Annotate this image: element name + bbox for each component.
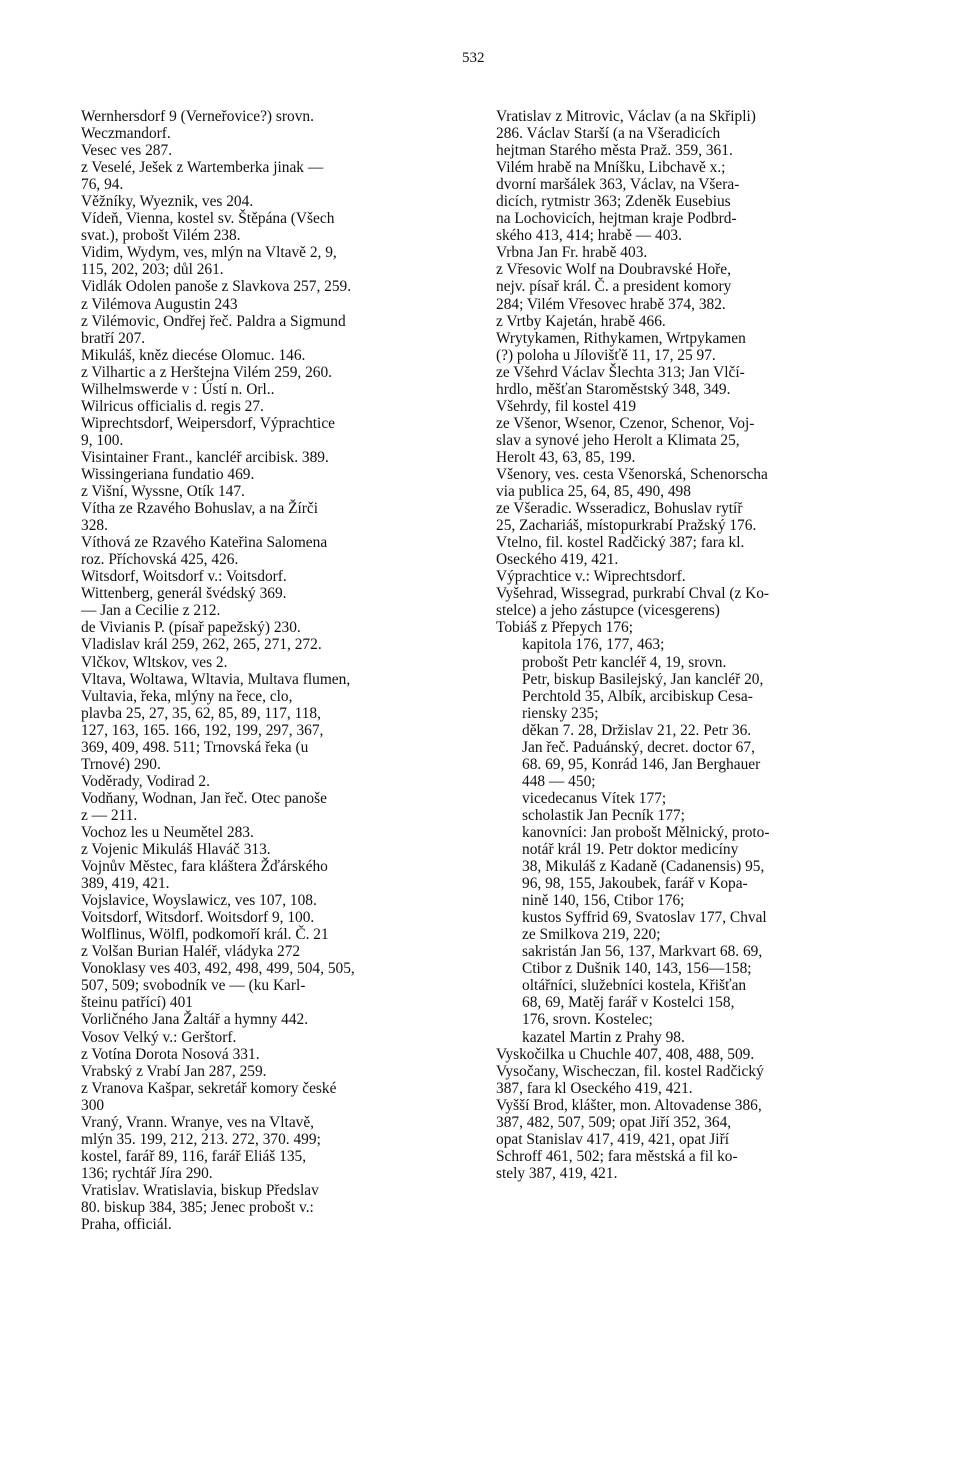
index-entry [496,568,888,585]
index-entry-line: Vonoklasy ves 403, 492, 498, 499, 504, 505, [81,960,355,978]
index-entry [496,415,888,466]
index-entry-line: Perchtold 35, Albík, arcibiskup Cesa- [522,687,753,705]
index-entry [496,1097,888,1182]
index-entry-line: z Veselé, Ješek z Wartemberka jinak — [81,159,324,177]
index-entry [81,500,461,534]
index-entry-line: opat Stanislav 417, 419, 421, opat Jiří [496,1130,729,1148]
index-entry-line: stelce) a jeho zástupce (vicesgerens) [496,602,720,620]
index-subentry [496,1029,888,1046]
index-entry-line: kapitola 176, 177, 463; [522,636,665,654]
index-entry-line: Oseckého 419, 421. [496,551,619,569]
index-entry-line: Vtelno, fil. kostel Radčický 387; fara kl. [496,534,745,552]
index-entry-line: Wrytykamen, Rithykamen, Wrtpykamen [496,329,746,347]
index-entry-line: 38, Mikuláš z Kadaně (Cadanensis) 95, [522,858,765,876]
index-entry-line: Vochoz les u Neumětel 283. [81,823,254,841]
index-entry [81,585,461,602]
index-entry-line: 136; rychtář Jíra 290. [81,1164,213,1182]
index-entry-line: 96, 98, 155, Jakoubek, farář v Kopa- [522,875,748,893]
index-entry-line: Vyskočilka u Chuchle 407, 408, 488, 509. [496,1045,755,1063]
index-entry-line: 76, 94. [81,176,124,194]
index-entry [81,159,461,193]
index-entry-line: z Vřesovic Wolf na Doubravské Hoře, [496,261,731,279]
index-entry-line: 176, srovn. Kostelec; [522,1011,653,1029]
index-entry [496,500,888,534]
index-entry-line: z Vojenic Mikuláš Hlaváč 313. [81,841,271,859]
index-entry [81,943,461,960]
index-entry [496,364,888,398]
index-entry-line: Všenory, ves. cesta Všenorská, Schenorscha [496,465,768,483]
index-entry-line: z Vranova Kašpar, sekretář komory české [81,1079,337,1097]
index-subentry [496,824,888,943]
index-entry-line: z Vilémova Augustin 243 [81,295,238,313]
index-subentry [496,807,888,824]
index-entry-line: de Vivianis P. (písař papežský) 230. [81,619,301,637]
index-entry-line: Vrbna Jan Fr. hrabě 403. [496,244,648,262]
index-entry [81,909,461,926]
index-entry-line: kazatel Martin z Prahy 98. [522,1028,685,1046]
index-entry-line: Jan řeč. Paduánský, decret. doctor 67, [522,738,755,756]
index-entry-line: 25, Zachariáš, místopurkrabí Pražský 176. [496,517,757,535]
index-entry-line: Mikuláš, kněz diecése Olomuc. 146. [81,346,306,364]
index-entry [496,534,888,568]
index-entry-line: 284; Vilém Vřesovec hrabě 374, 382. [496,295,726,313]
index-entry-line: nejv. písař král. Č. a president komory [496,278,732,296]
index-entry-line: Vosov Velký v.: Gerštorf. [81,1028,237,1046]
index-entry-line: kustos Syffrid 69, Svatoslav 177, Chval [522,909,767,927]
index-entry [81,296,461,313]
index-entry-line: via publica 25, 64, 85, 490, 498 [496,483,691,501]
index-entry-line: Vlčkov, Wltskov, ves 2. [81,653,228,671]
index-entry-line: 9, 100. [81,431,124,449]
index-entry-line: Voitsdorf, Witsdorf. Woitsdorf 9, 100. [81,909,315,927]
index-entry-line: z Vilémovic, Ondřej řeč. Paldra a Sigmund [81,312,346,330]
index-subentry [496,943,888,977]
index-entry [496,313,888,330]
index-entry [81,193,461,210]
index-entry-line: Vyšehrad, Wissegrad, purkrabí Chval (z Ko- [496,585,770,603]
index-entry [81,1063,461,1080]
index-entry [81,347,461,364]
index-entry-line: Vojnův Městec, fara kláštera Žďárského [81,858,328,876]
right-column [496,108,888,1182]
index-entry-line: Wissingeriana fundatio 469. [81,465,255,483]
index-entry-line: 127, 163, 165. 166, 192, 199, 297, 367, [81,721,324,739]
index-entry [496,108,888,244]
index-entry [81,636,461,653]
index-entry [81,244,461,278]
index-entry-line: nině 140, 156, Ctibor 176; [522,892,685,910]
index-entry-line: kostel, farář 89, 116, farář Eliáš 135, [81,1147,307,1165]
index-subentry [496,654,888,722]
index-entry-line: Vesec ves 287. [81,142,173,160]
index-entry-line: Vraný, Vrann. Wranye, ves na Vltavě, [81,1113,315,1131]
index-entry-line: Vorličného Jana Žaltář a hymny 442. [81,1011,309,1029]
index-entry-line: — Jan a Cecilie z 212. [81,602,221,620]
index-entry-line: Vodňany, Wodnan, Jan řeč. Otec panoše [81,789,327,807]
index-subentry [496,636,888,653]
index-entry-line: dicích, rytmistr 363; Zdeněk Eusebius [496,193,731,211]
index-entry-line: svat.), probošt Vilém 238. [81,227,241,245]
index-entry-line: 387, 482, 507, 509; opat Jiří 352, 364, [496,1113,732,1131]
index-entry-line: Vítha ze Rzavého Bohuslav, a na Žírči [81,500,319,518]
index-entry-line: Wolflinus, Wölfl, podkomoří král. Č. 21 [81,926,329,944]
index-entry-line: oltářníci, služebníci kostela, Křišťan [522,977,747,995]
index-entry [81,1182,461,1233]
index-entry-line: Víthová ze Rzavého Kateřina Salomena [81,534,328,552]
index-entry-line: Wittenberg, generál švédský 369. [81,585,287,603]
index-entry [81,278,461,295]
index-entry-line: Ctibor z Dušnik 140, 143, 156—158; [522,960,752,978]
index-entry-line: hrdlo, měšťan Staroměstský 348, 349. [496,380,731,398]
index-entry-line: Vidlák Odolen panoše z Slavkova 257, 259. [81,278,352,296]
index-entry-line: z Vrtby Kajetán, hrabě 466. [496,312,666,330]
index-entry-line: notář král 19. Petr doktor medicíny [522,841,739,859]
index-entry-line: z Vilhartic a z Herštejna Vilém 259, 260. [81,363,333,381]
index-entry-line: 389, 419, 421. [81,875,170,893]
index-entry-line: bratří 207. [81,329,146,347]
index-entry-line: Witsdorf, Woitsdorf v.: Voitsdorf. [81,568,287,586]
index-entry-line: Weczmandorf. [81,125,171,143]
index-entry-line: 328. [81,517,108,535]
index-entry-line: z Volšan Burian Haléř, vládyka 272 [81,943,301,961]
index-entry [81,960,461,1011]
index-entry-line: dvorní maršálek 363, Václav, na Všera- [496,176,740,194]
index-entry [496,244,888,261]
index-entry-line: 68, 69, Matěj farář v Kostelci 158, [522,994,735,1012]
index-entry [81,671,461,773]
index-entry-line: stely 387, 419, 421. [496,1164,618,1182]
index-entry [81,773,461,790]
index-entry-line: Vojslavice, Woyslawicz, ves 107, 108. [81,892,317,910]
index-entry-line: 286. Václav Starší (a na Všeradicích [496,125,721,143]
index-entry-line: na Lochovicích, hejtman kraje Podbrd- [496,210,737,228]
index-entry [81,415,461,449]
index-entry [81,210,461,244]
index-entry-line: ze Všeradic. Wsseradicz, Bohuslav rytíř [496,500,743,518]
index-entry-line: hejtman Starého města Praž. 359, 361. [496,142,733,160]
index-entry-line: 80. biskup 384, 385; Jenec probošt v.: [81,1199,314,1216]
index-entry-line: plavba 25, 27, 35, 62, 85, 89, 117, 118, [81,704,321,722]
index-entry-line: děkan 7. 28, Držislav 21, 22. Petr 36. [522,721,752,739]
index-entry-line: mlýn 35. 199, 212, 213. 272, 370. 499; [81,1130,321,1148]
index-entry-line: Wernhersdorf 9 (Verneřovice?) srovn. [81,108,314,125]
index-entry [81,398,461,415]
index-entry-line: sakristán Jan 56, 137, Markvart 68. 69, [522,943,763,961]
index-entry-line: (?) poloha u Jílovišťě 11, 17, 25 97. [496,346,716,364]
index-entry [81,1046,461,1063]
index-entry-line: 387, fara kl Oseckého 419, 421. [496,1079,693,1097]
index-entry [496,330,888,364]
index-entry-line: Petr, biskup Basilejský, Jan kancléř 20, [522,670,764,688]
index-entry-line: 369, 409, 498. 511; Trnovská řeka (u [81,738,309,756]
index-entry-line: Vultavia, řeka, mlýny na řece, clo, [81,687,293,705]
index-entry-line: Praha, officiál. [81,1216,172,1234]
index-entry-line: Vyšší Brod, klášter, mon. Altovadense 386, [496,1096,762,1114]
index-entry-line: Schroff 461, 502; fara městská a fil ko- [496,1147,738,1165]
index-entry [81,534,461,568]
index-entry [496,1063,888,1097]
index-entry-line: ze Všehrd Václav Šlechta 313; Jan Vlčí- [496,363,745,381]
index-entry [81,449,461,466]
index-entry-line: Herolt 43, 63, 85, 199. [496,448,636,466]
index-entry-line: ského 413, 414; hrabě — 403. [496,227,682,245]
index-entry [81,108,461,142]
index-entry [81,381,461,398]
index-entry-line: Výprachtice v.: Wiprechtsdorf. [496,568,686,586]
index-entry [81,1114,461,1182]
index-entry-line: Vratislav z Mitrovic, Václav (a na Skřipli) [496,108,756,125]
index-entry-line: kanovníci: Jan probošt Mělnický, proto- [522,823,770,841]
index-entry-line: šteinu patřící) 401 [81,994,193,1012]
index-entry [81,1080,461,1114]
index-entry [81,1029,461,1046]
index-entry-line: roz. Příchovská 425, 426. [81,551,239,569]
index-entry-line: slav a synové jeho Herolt a Klimata 25, [496,431,740,449]
index-entry [81,568,461,585]
left-column [81,108,461,1233]
index-entry [496,1046,888,1063]
index-entry-line: 448 — 450; [522,772,596,790]
index-entry-line: vicedecanus Vítek 177; [522,789,667,807]
index-entry [496,398,888,415]
index-entry [496,466,888,500]
index-entry [81,142,461,159]
index-entry-line: Všehrdy, fil kostel 419 [496,397,637,415]
index-entry-line: Vratislav. Wratislavia, biskup Předslav [81,1181,319,1199]
index-entry-line: Vrabský z Vrabí Jan 287, 259. [81,1062,267,1080]
index-entry [81,466,461,483]
index-entry-line: 507, 509; svobodník ve — (ku Karl- [81,977,306,995]
index-entry-line: z — 211. [81,806,138,824]
index-entry-line: 300 [81,1096,105,1114]
index-entry [81,654,461,671]
index-entry-line: Tobiáš z Přepych 176; [496,619,633,637]
index-entry-line: Visintainer Frant., kancléř arcibisk. 389. [81,448,329,466]
index-entry-line: z Višní, Wyssne, Otík 147. [81,483,245,501]
index-entry-line: Vysočany, Wischeczan, fil. kostel Radčický [496,1062,764,1080]
index-entry [81,926,461,943]
index-entry-line: Wilricus officialis d. regis 27. [81,397,264,415]
index-entry-line: Vídeň, Vienna, kostel sv. Štěpána (Všech [81,210,335,228]
index-entry-line: 68. 69, 95, Konrád 146, Jan Berghauer [522,755,761,773]
index-entry-line: Vilém hrabě na Mníšku, Libchavě x.; [496,159,726,177]
index-entry [81,364,461,381]
index-entry-line: Voděrady, Vodirad 2. [81,772,210,790]
index-entry [81,858,461,892]
index-entry-line: Vltava, Woltawa, Wltavia, Multava flumen, [81,670,351,688]
index-subentry [496,977,888,1028]
index-entry-line: Trnové) 290. [81,755,161,773]
index-subentry [496,722,888,790]
index-entry-line: Vladislav král 259, 262, 265, 271, 272. [81,636,322,654]
index-entry [81,824,461,841]
index-entry-line: scholastik Jan Pecník 177; [522,806,685,824]
index-entry-line: Vidim, Wydym, ves, mlýn na Vltavě 2, 9, [81,244,337,262]
index-entry-line: riensky 235; [522,704,599,722]
index-entry [81,602,461,619]
index-entry [81,1011,461,1028]
index-entry-line: probošt Petr kancléř 4, 19, srovn. [522,653,727,671]
index-entry-line: Věžníky, Wyeznik, ves 204. [81,193,254,211]
index-entry-line: Wiprechtsdorf, Weipersdorf, Výprachtice [81,414,335,432]
index-entry [81,619,461,636]
index-entry-line: ze Všenor, Wsenor, Czenor, Schenor, Voj- [496,414,755,432]
index-entry-line: ze Smilkova 219, 220; [522,926,661,944]
index-entry [496,585,888,636]
index-subentry [496,790,888,807]
page-number: 532 [462,50,485,66]
index-entry [81,790,461,824]
index-entry [496,261,888,312]
index-entry [81,483,461,500]
index-entry-line: 115, 202, 203; důl 261. [81,261,224,279]
index-entry-line: z Votína Dorota Nosová 331. [81,1045,260,1063]
index-entry [81,313,461,347]
index-entry [81,841,461,858]
index-entry [81,892,461,909]
index-entry-line: Wilhelmswerde v : Ústí n. Orl.. [81,380,275,398]
